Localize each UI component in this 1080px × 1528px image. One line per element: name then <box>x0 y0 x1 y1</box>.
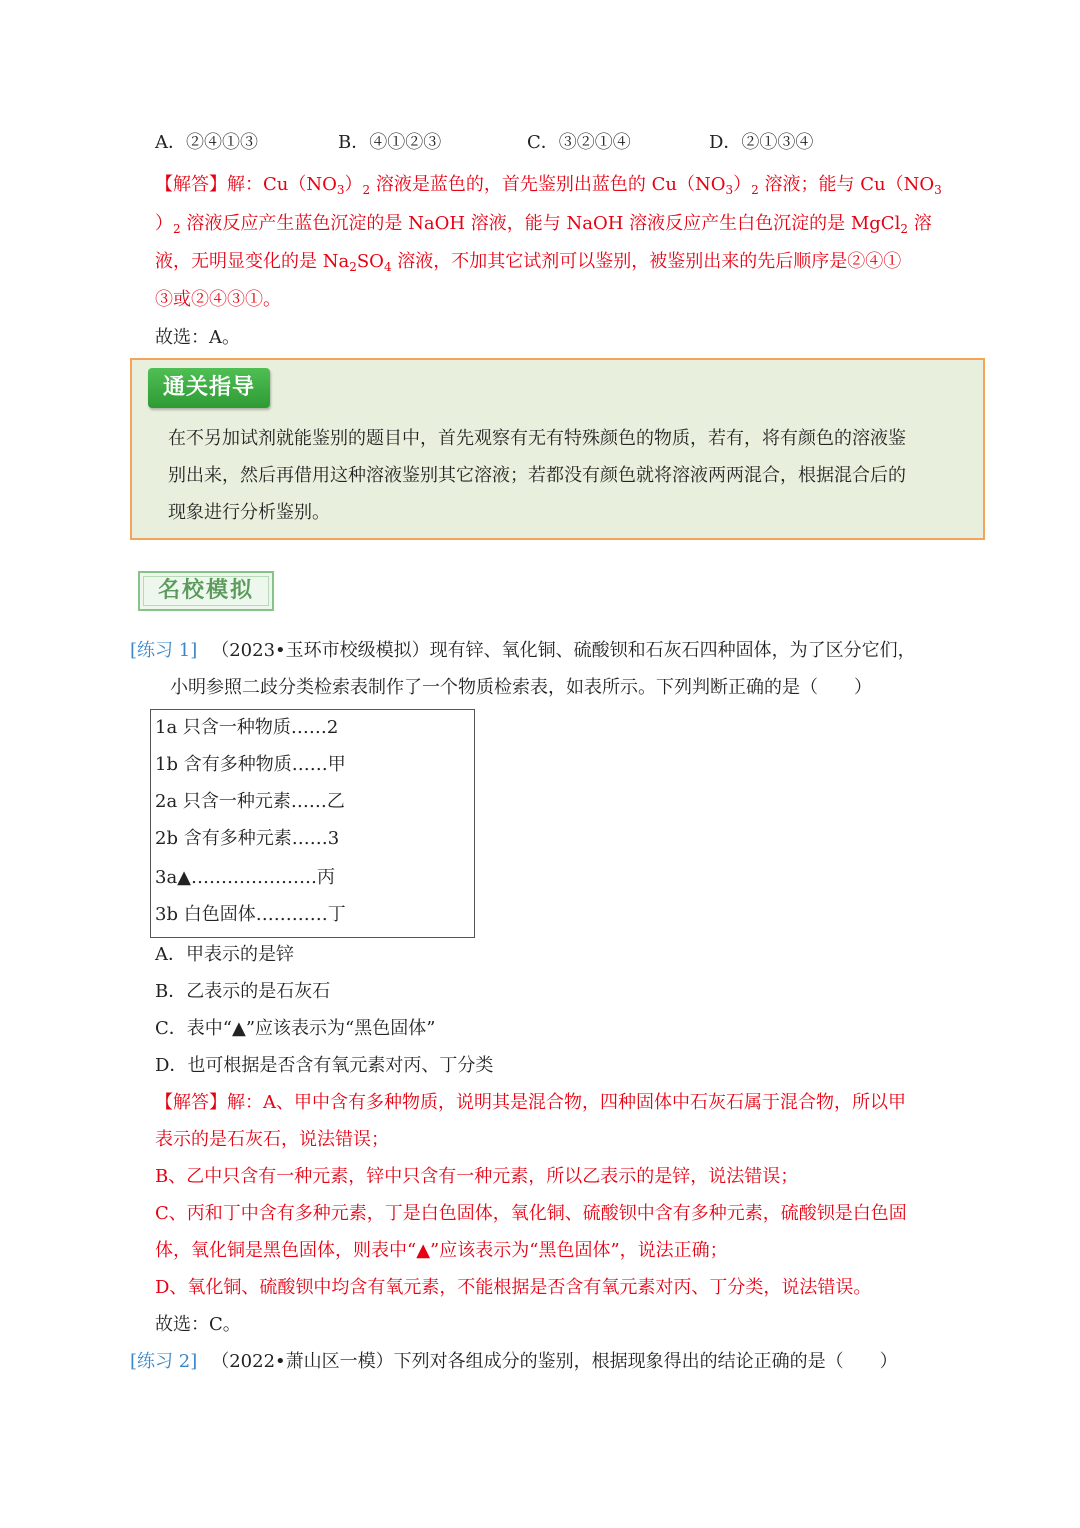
key-table-row: 2b 含有多种元素……3 <box>155 828 340 849</box>
exercise1-conclusion: 故选：C。 <box>155 1314 241 1335</box>
prev-answer-label: 【解答】 <box>155 174 227 195</box>
key-table-row: 3b 白色固体…………丁 <box>155 904 346 925</box>
exercise2-stem-line-1: [练习 2] （2022•萧山区一模）下列对各组成分的鉴别，根据现象得出的结论正确的是（ ） <box>130 1351 898 1372</box>
key-table-row: 3a▲…………………丙 <box>155 867 336 888</box>
prev-option-a: A．②④①③ <box>155 132 258 153</box>
exercise1-option-c: C．表中“▲”应该表示为“黑色固体” <box>155 1018 436 1039</box>
prev-answer-line-3: 液，无明显变化的是 $Na_2SO_4$ 溶液，不加其它试剂可以鉴别，被鉴别出来的先后顺序是②④① <box>155 251 902 274</box>
exercise1-stem-line-1: [练习 1] （2023•玉环市校级模拟）现有锌、氧化铜、硫酸钡和石灰石四种固体，为了区分它们， <box>130 640 916 661</box>
exercise1-tag: [练习 1] <box>130 640 198 661</box>
exercise1-stem-line-2: 小明参照二歧分类检索表制作了一个物质检索表，如表所示。下列判断正确的是（ ） <box>170 677 872 698</box>
exercise1-answer-line-6: D、氧化铜、硫酸钡中均含有氧元素，不能根据是否含有氧元素对丙、丁分类，说法错误。 <box>155 1277 872 1298</box>
prev-answer-line-1: 【解答】解：$Cu(NO_3)_2$ 溶液是蓝色的，首先鉴别出蓝色的 $Cu(NO_3)_2$ 溶液；能与 $Cu(NO_3$ <box>155 174 942 197</box>
exercise1-option-a: A．甲表示的是锌 <box>155 944 294 965</box>
prev-conclusion: 故选：A。 <box>155 327 240 348</box>
key-table-row: 1a 只含一种物质……2 <box>155 717 339 738</box>
guide-line-3: 现象进行分析鉴别。 <box>168 502 330 523</box>
section-badge: 名校模拟 <box>138 571 274 611</box>
guide-line-2: 别出来，然后再借用这种溶液鉴别其它溶液；若都没有颜色就将溶液两两混合，根据混合后的 <box>168 465 906 486</box>
prev-answer-line-4: ③或②④③①。 <box>155 289 281 310</box>
exercise1-option-b: B．乙表示的是石灰石 <box>155 981 331 1002</box>
prev-option-c: C．③②①④ <box>527 132 631 153</box>
exercise1-answer-line-4: C、丙和丁中含有多种元素，丁是白色固体，氧化铜、硫酸钡中含有多种元素，硫酸钡是白色固 <box>155 1203 907 1224</box>
exercise1-option-d: D．也可根据是否含有氧元素对丙、丁分类 <box>155 1055 494 1076</box>
key-table-row: 2a 只含一种元素……乙 <box>155 791 345 812</box>
prev-option-d: D．②①③④ <box>709 132 814 153</box>
exercise1-answer-line-3: B、乙中只含有一种元素，锌中只含有一种元素，所以乙表示的是锌，说法错误； <box>155 1166 799 1187</box>
guide-badge: 通关指导 <box>148 368 270 408</box>
prev-answer-line-2: ）$_2$ 溶液反应产生蓝色沉淀的是 NaOH 溶液，能与 NaOH 溶液反应产生白色沉淀的是 MgCl$_2$ 溶 <box>155 213 932 236</box>
exercise1-answer-line-2: 表示的是石灰石，说法错误； <box>155 1129 389 1150</box>
guide-line-1: 在不另加试剂就能鉴别的题目中，首先观察有无有特殊颜色的物质，若有，将有颜色的溶液鉴 <box>168 428 906 449</box>
key-table-row: 1b 含有多种物质……甲 <box>155 754 346 775</box>
exercise1-answer-line-1: 【解答】解：A、甲中含有多种物质，说明其是混合物，四种固体中石灰石属于混合物，所以甲 <box>155 1092 906 1113</box>
exercise1-answer-label: 【解答】 <box>155 1092 227 1113</box>
exercise2-tag: [练习 2] <box>130 1351 198 1372</box>
exercise1-answer-line-5: 体，氧化铜是黑色固体，则表中“▲”应该表示为“黑色固体”，说法正确； <box>155 1240 728 1261</box>
prev-option-b: B．④①②③ <box>338 132 442 153</box>
